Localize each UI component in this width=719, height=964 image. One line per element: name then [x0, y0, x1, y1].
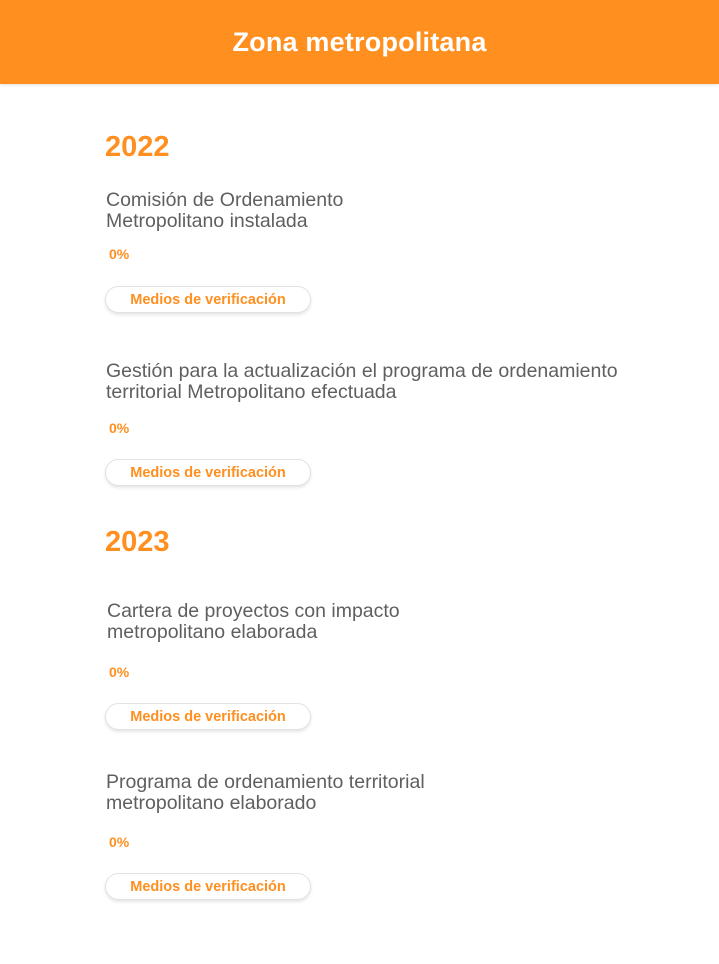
goal-text: Comisión de Ordenamiento Metropolitano instalada: [106, 189, 344, 232]
year-heading-2022: 2022: [105, 131, 170, 163]
goal-progress: 0%: [109, 246, 130, 262]
goal-text: Programa de ordenamiento territorial metropolitano elaborado: [106, 771, 425, 814]
verification-button[interactable]: Medios de verificación: [105, 873, 311, 900]
verification-button[interactable]: Medios de verificación: [105, 459, 311, 486]
goal-progress: 0%: [109, 420, 130, 436]
goal-text: Gestión para la actualización el programa de ordenamiento territorial Metropolitano efectuada: [106, 360, 618, 403]
year-heading-2023: 2023: [105, 526, 170, 558]
goal-text: Cartera de proyectos con impacto metropolitano elaborada: [107, 600, 400, 643]
goal-progress: 0%: [109, 834, 130, 850]
verification-button[interactable]: Medios de verificación: [105, 286, 311, 313]
page-header: [0, 0, 719, 84]
goal-progress: 0%: [109, 664, 130, 680]
page-title: Zona metropolitana: [232, 26, 487, 57]
verification-button[interactable]: Medios de verificación: [105, 703, 311, 730]
